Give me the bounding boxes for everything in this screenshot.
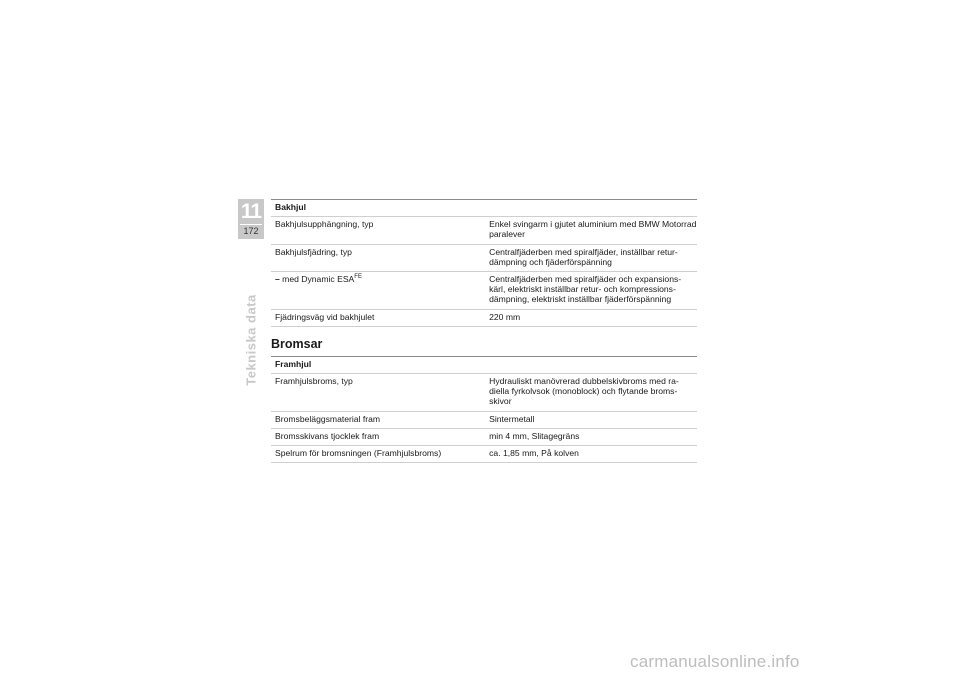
front-brake-table (271, 356, 697, 463)
option-label-text: med Dynamic ESA (282, 274, 355, 285)
spec-label-option (271, 272, 485, 310)
spec-value: Enkel svingarm i gjutet aluminium med BMW Motorrad paralever (485, 217, 697, 244)
spec-value: min 4 mm, Slitagegräns (485, 428, 697, 445)
chapter-tab-divider (240, 224, 262, 225)
spec-label: Spelrum för bromsningen (Framhjulsbroms) (271, 446, 485, 463)
spec-value: Hydrauliskt manövrerad dubbelskivbroms med ra-diella fyrkolvsok (monoblock) och flytande broms-skivor (485, 374, 697, 412)
table-row (271, 217, 697, 244)
rear-wheel-heading-row (271, 200, 697, 217)
spec-label: Bromsskivans tjocklek fram (271, 428, 485, 445)
watermark-text: carmanualsonline.info (630, 652, 800, 671)
front-wheel-heading-row (271, 356, 697, 373)
spec-label: Framhjulsbroms, typ (271, 374, 485, 412)
spec-value: Centralfjäderben med spiralfjäder och expansions-kärl, elektriskt inställbar retur- och kompressions-dämpning, elektriskt inställbar fjäderförspänning (485, 272, 697, 310)
table-row (271, 446, 697, 463)
front-wheel-heading: Framhjul (271, 356, 697, 373)
option-label-superscript: FE (354, 274, 362, 281)
page-number: 172 (243, 226, 259, 236)
spec-value: 220 mm (485, 309, 697, 326)
spec-label: Bromsbeläggsmaterial fram (271, 411, 485, 428)
spec-label: Bakhjulsfjädring, typ (271, 244, 485, 271)
spec-value: Centralfjäderben med spiralfjäder, inställbar retur-dämpning och fjäderförspänning (485, 244, 697, 271)
spec-label: Bakhjulsupphängning, typ (271, 217, 485, 244)
table-row (271, 309, 697, 326)
table-row (271, 411, 697, 428)
chapter-tab (238, 199, 264, 239)
table-row (271, 272, 697, 310)
chapter-side-title: Tekniska data (243, 294, 259, 386)
table-row (271, 428, 697, 445)
section-title-brakes: Bromsar (271, 336, 323, 351)
page-content (271, 199, 697, 463)
chapter-number: 11 (240, 200, 262, 223)
spec-value: ca. 1,85 mm, På kolven (485, 446, 697, 463)
table-row (271, 374, 697, 412)
spec-value: Sintermetall (485, 411, 697, 428)
rear-wheel-table (271, 199, 697, 327)
rear-wheel-heading: Bakhjul (271, 200, 697, 217)
spec-label: Fjädringsväg vid bakhjulet (271, 309, 485, 326)
table-row (271, 244, 697, 271)
option-dash: – (275, 274, 280, 285)
